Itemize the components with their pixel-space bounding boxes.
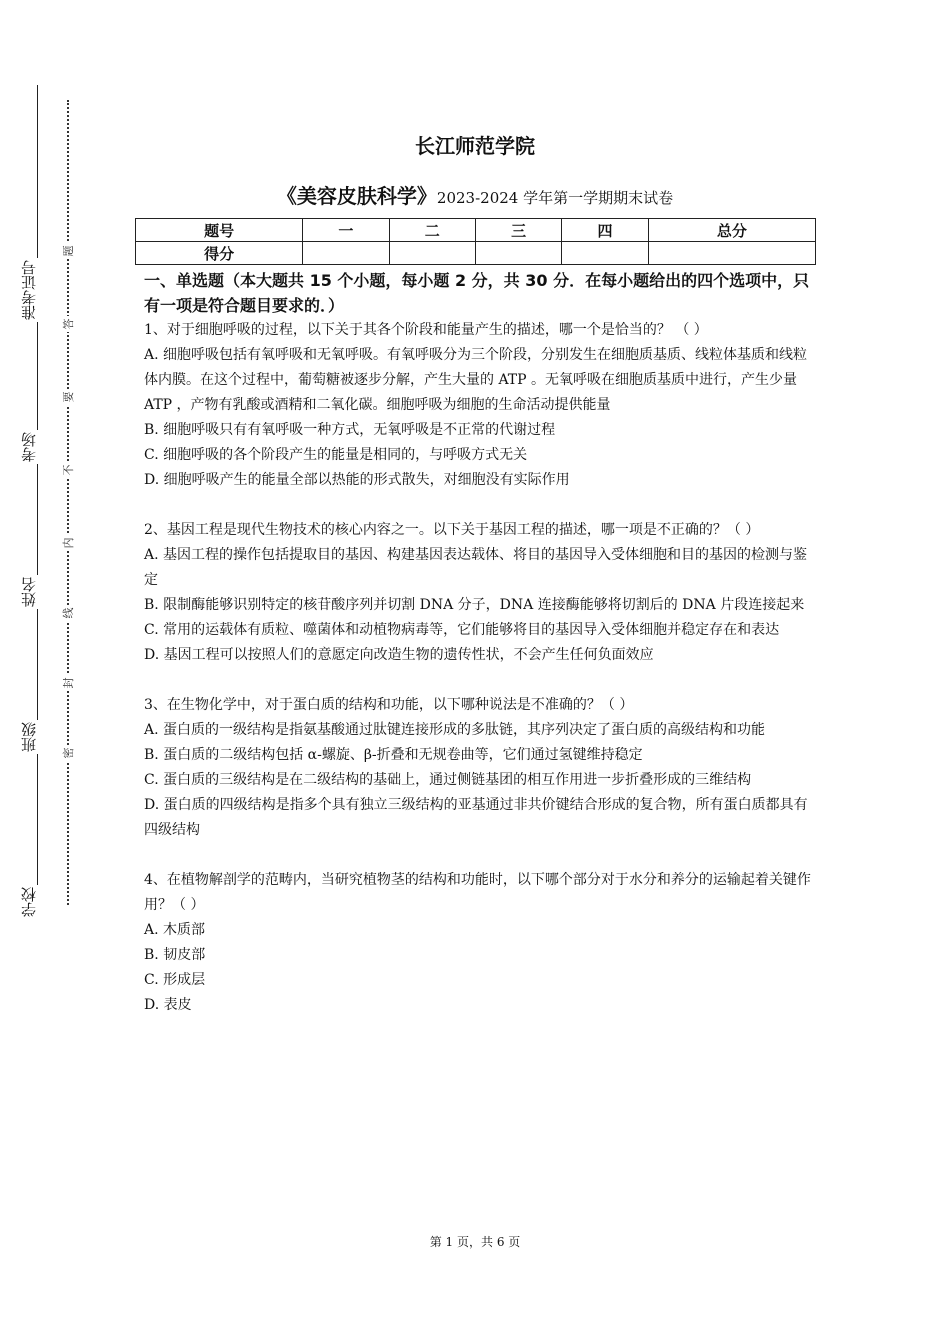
score-cell (648, 242, 815, 265)
seal-char: 内 (60, 535, 76, 551)
score-header-cell: 四 (562, 219, 648, 242)
seal-char: 线 (60, 605, 76, 621)
section-title: 一、单选题（本大题共 15 个小题，每小题 2 分，共 30 分．在每小题给出的四个选项中，只有一项是符合题目要求的．） (144, 271, 810, 315)
seal-char: 要 (60, 389, 76, 405)
score-table-score-row (136, 242, 816, 265)
score-table (135, 218, 816, 265)
score-header-cell: 二 (389, 219, 475, 242)
exam-title (0, 180, 950, 209)
label-name: 姓名 (22, 575, 52, 609)
question-4 (144, 868, 816, 1018)
option-c: C. 细胞呼吸的各个阶段产生的能量是相同的，与呼吸方式无关 (144, 447, 528, 463)
score-cell (389, 242, 475, 265)
option-a: A. 细胞呼吸包括有氧呼吸和无氧呼吸。有氧呼吸分为三个阶段，分别发生在细胞质基质、线粒体基质和线粒体内膜。在这个过程中，葡萄糖被逐步分解，产生大量的 ATP 。无氧呼吸在细胞质基质中进行，产生少量 ATP ，产物有乳酸或酒精和二氧化碳。细胞呼吸为细胞的生命活动提供能量 (144, 347, 808, 413)
score-header-cell: 三 (475, 219, 561, 242)
label-school: 学校 (22, 885, 52, 919)
option-b: B. 细胞呼吸只有有氧呼吸一种方式，无氧呼吸是不正常的代谢过程 (144, 422, 556, 438)
score-header-cell: 总分 (648, 219, 815, 242)
exam-content (144, 268, 816, 1018)
score-header-cell: 题号 (136, 219, 303, 242)
score-cell (562, 242, 648, 265)
school-title: 长江师范学院 (415, 134, 535, 158)
term-text: 2023-2024 学年第一学期期末试卷 (436, 189, 674, 207)
page-number: 第 1 页，共 6 页 (429, 1235, 521, 1249)
seal-char: 封 (60, 675, 76, 691)
score-row-label: 得分 (136, 242, 303, 265)
score-cell (475, 242, 561, 265)
option-d: D. 表皮 (144, 997, 192, 1013)
option-a: A. 蛋白质的一级结构是指氨基酸通过肽键连接形成的多肽链，其序列决定了蛋白质的高级结构和功能 (144, 722, 766, 738)
score-table-header-row (136, 219, 816, 242)
question-stem: 3、在生物化学中，对于蛋白质的结构和功能，以下哪种说法是不准确的？（ ） (144, 697, 634, 713)
score-header-cell: 一 (303, 219, 389, 242)
question-stem: 2、基因工程是现代生物技术的核心内容之一。以下关于基因工程的描述，哪一项是不正确的？（ ） (144, 522, 760, 538)
seal-char: 答 (60, 316, 76, 332)
label-exam-room: 考场 (22, 430, 52, 464)
option-b: B. 限制酶能够识别特定的核苷酸序列并切割 DNA 分子，DNA 连接酶能够将切割后的 DNA 片段连接起来 (144, 597, 805, 613)
course-name: 《美容皮肤科学》 (276, 184, 437, 208)
option-a: A. 木质部 (144, 922, 206, 938)
seal-char: 不 (60, 462, 76, 478)
option-d: D. 基因工程可以按照人们的意愿定向改造生物的遗传性状，不会产生任何负面效应 (144, 647, 654, 663)
option-c: C. 蛋白质的三级结构是在二级结构的基础上，通过侧链基团的相互作用进一步折叠形成的三维结构 (144, 772, 752, 788)
question-1 (144, 318, 816, 493)
option-b: B. 蛋白质的二级结构包括 α-螺旋、β-折叠和无规卷曲等，它们通过氢键维持稳定 (144, 747, 643, 763)
option-d: D. 蛋白质的四级结构是指多个具有独立三级结构的亚基通过非共价键结合形成的复合物，所有蛋白质都具有四级结构 (144, 797, 808, 838)
question-3 (144, 693, 816, 843)
option-c: C. 形成层 (144, 972, 206, 988)
option-c: C. 常用的运载体有质粒、噬菌体和动植物病毒等，它们能够将目的基因导入受体细胞并稳定存在和表达 (144, 622, 780, 638)
seal-char: 密 (60, 745, 76, 761)
option-d: D. 细胞呼吸产生的能量全部以热能的形式散失，对细胞没有实际作用 (144, 472, 570, 488)
option-a: A. 基因工程的操作包括提取目的基因、构建基因表达载体、将目的基因导入受体细胞和目的基因的检测与鉴定 (144, 547, 808, 588)
seal-char: 题 (60, 243, 76, 259)
seal-line (67, 100, 69, 905)
label-exam-number: 准考证号 (22, 258, 52, 322)
question-stem: 4、在植物解剖学的范畴内，当研究植物茎的结构和功能时，以下哪个部分对于水分和养分的运输起着关键作用？（ ） (144, 872, 811, 913)
question-stem: 1、对于细胞呼吸的过程，以下关于其各个阶段和能量产生的描述，哪一个是恰当的？ （ ） (144, 322, 708, 338)
option-b: B. 韧皮部 (144, 947, 206, 963)
label-class: 班级 (22, 720, 52, 754)
score-cell (303, 242, 389, 265)
question-2 (144, 518, 816, 668)
